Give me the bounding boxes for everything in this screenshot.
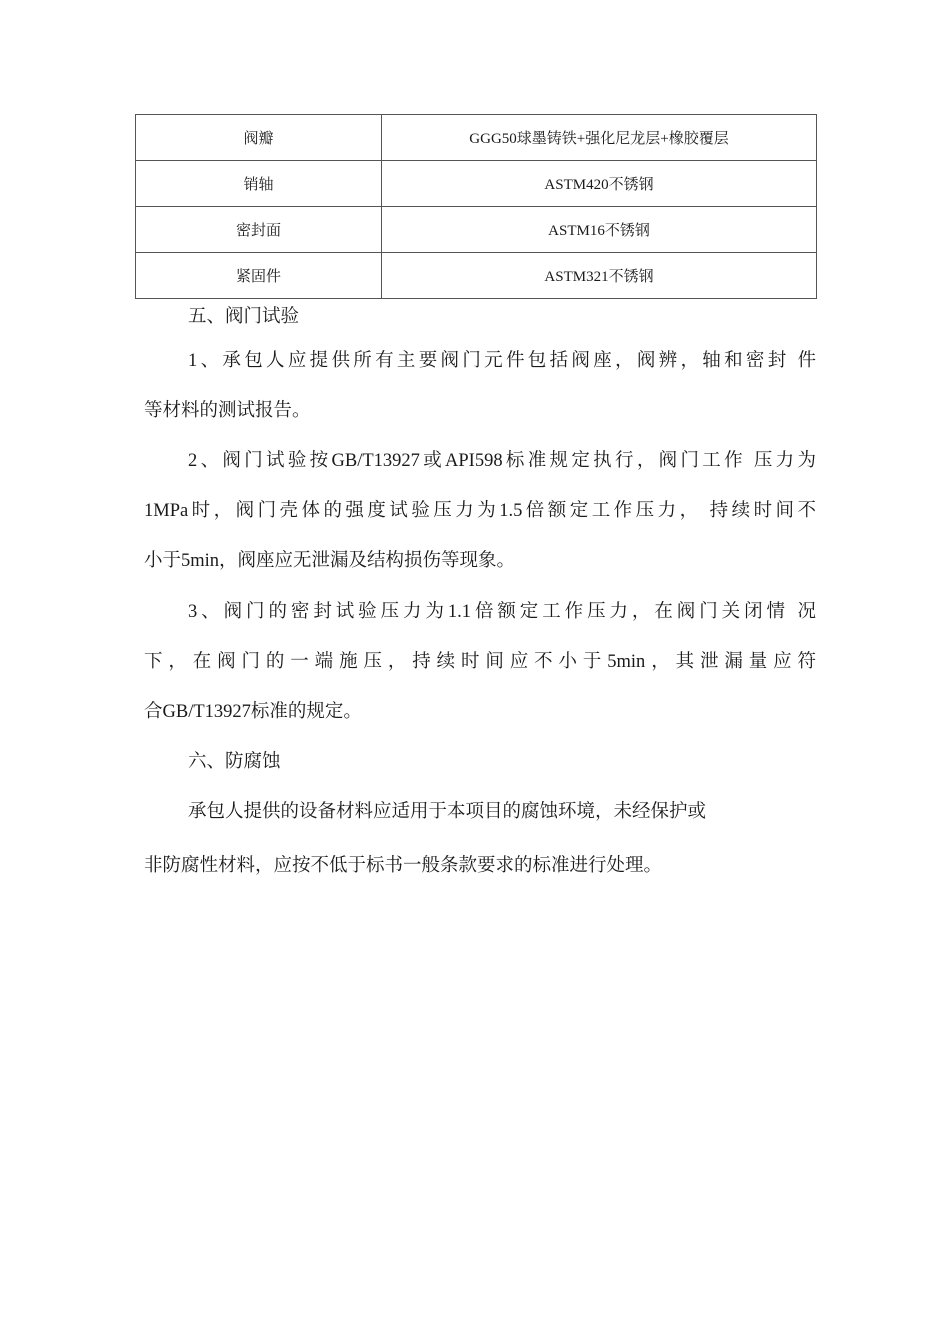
paragraph-line: 合GB/T13927标准的规定。 [144, 702, 362, 722]
section-heading-6: 六、防腐蚀 [188, 752, 281, 772]
paragraph-line: 非防腐性材料，应按不低于标书一般条款要求的标准进行处理。 [144, 856, 663, 876]
paragraph-line: 2、阀门试验按GB/T13927或API598标准规定执行，阀门工作 压力为 [188, 451, 816, 471]
part-cell: 销轴 [136, 161, 382, 207]
material-cell: ASTM420不锈钢 [382, 161, 817, 207]
document-body [144, 0, 816, 1344]
section-heading-5: 五、阀门试验 [188, 307, 300, 327]
paragraph-line: 1、承包人应提供所有主要阀门元件包括阀座，阀辨，轴和密封 件 [188, 351, 816, 371]
material-cell: GGG50球墨铸铁+强化尼龙层+橡胶覆层 [382, 115, 817, 161]
part-cell: 紧固件 [136, 253, 382, 299]
paragraph-line: 小于5min，阀座应无泄漏及结构损伤等现象。 [144, 551, 516, 571]
part-cell: 阀瓣 [136, 115, 382, 161]
part-cell: 密封面 [136, 207, 382, 253]
paragraph-line: 等材料的测试报告。 [144, 401, 311, 421]
paragraph-line: 1MPa时，阀门壳体的强度试验压力为1.5倍额定工作压力， 持续时间不 [144, 501, 816, 521]
paragraph-line: 承包人提供的设备材料应适用于本项目的腐蚀环境，未经保护或 [188, 802, 707, 822]
paragraph-line: 下，在阀门的一端施压，持续时间应不小于5min，其泄漏量应符 [144, 652, 816, 672]
paragraph-line: 3、阀门的密封试验压力为1.1倍额定工作压力，在阀门关闭情 况 [188, 602, 816, 622]
material-cell: ASTM16不锈钢 [382, 207, 817, 253]
material-cell: ASTM321不锈钢 [382, 253, 817, 299]
